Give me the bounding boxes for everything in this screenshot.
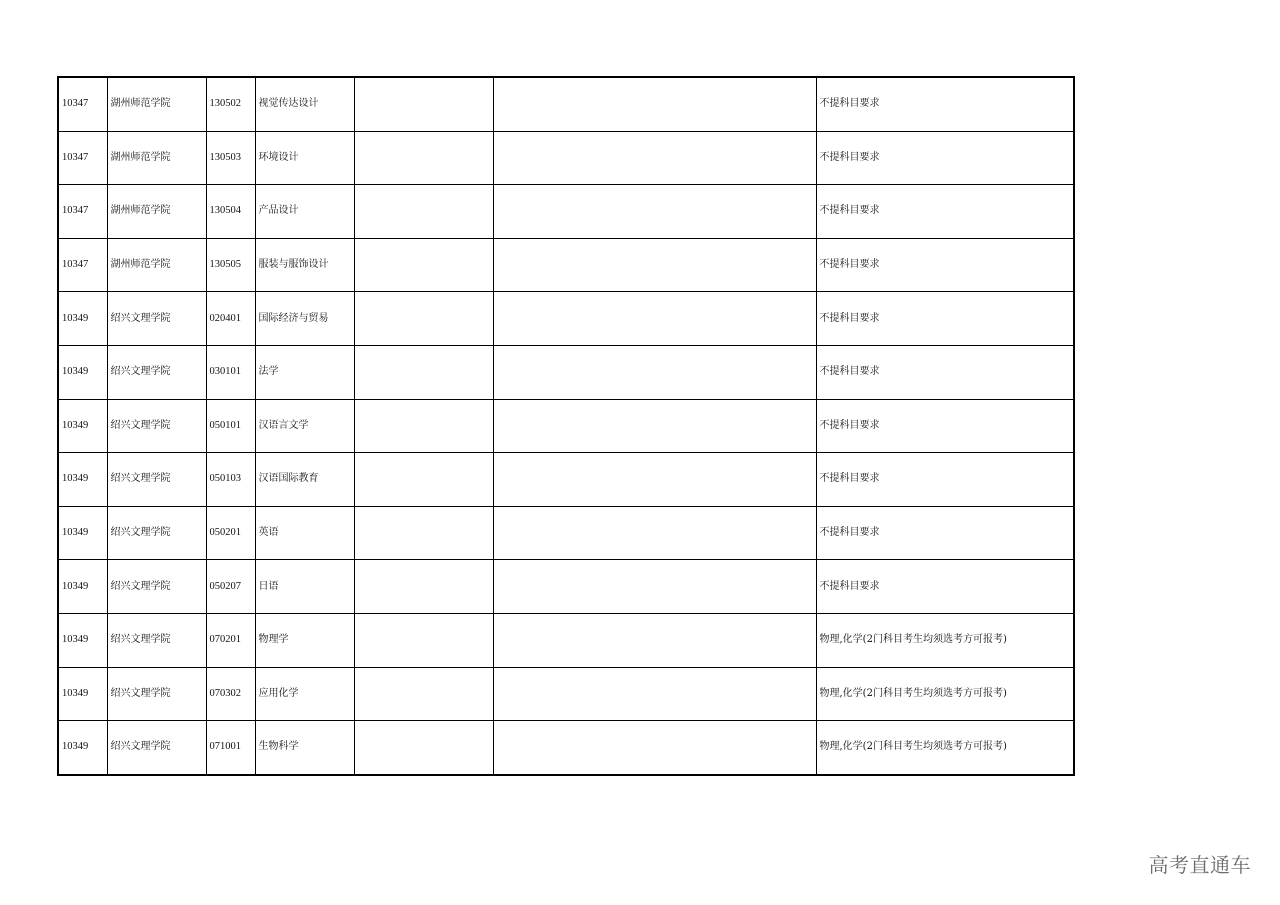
major-code-cell: 071001	[206, 721, 255, 775]
major-code-cell: 030101	[206, 345, 255, 399]
table-row	[58, 721, 1074, 775]
table-row	[58, 185, 1074, 239]
major-name-cell: 国际经济与贸易	[255, 292, 354, 346]
major-name-cell: 应用化学	[255, 667, 354, 721]
major-name-cell: 生物科学	[255, 721, 354, 775]
major-name-cell: 日语	[255, 560, 354, 614]
major-code-cell: 050201	[206, 506, 255, 560]
table-row	[58, 131, 1074, 185]
requirements-table	[57, 76, 1075, 776]
subject-requirement-cell: 不提科目要求	[816, 560, 1074, 614]
subject-requirement-cell: 不提科目要求	[816, 131, 1074, 185]
table-row	[58, 453, 1074, 507]
table-body	[58, 77, 1074, 775]
subject-requirement-cell: 不提科目要求	[816, 399, 1074, 453]
blank-cell	[493, 399, 816, 453]
blank-cell	[354, 399, 493, 453]
blank-cell	[354, 292, 493, 346]
subject-requirement-cell: 物理,化学(2门科目考生均须选考方可报考)	[816, 613, 1074, 667]
school-name-cell: 绍兴文理学院	[107, 667, 206, 721]
major-name-cell: 物理学	[255, 613, 354, 667]
table-row	[58, 345, 1074, 399]
table-row	[58, 77, 1074, 131]
blank-cell	[354, 345, 493, 399]
blank-cell	[493, 667, 816, 721]
school-name-cell: 湖州师范学院	[107, 77, 206, 131]
major-name-cell: 环境设计	[255, 131, 354, 185]
blank-cell	[354, 77, 493, 131]
school-code-cell: 10347	[58, 131, 107, 185]
major-code-cell: 020401	[206, 292, 255, 346]
subject-requirement-cell: 不提科目要求	[816, 77, 1074, 131]
school-name-cell: 绍兴文理学院	[107, 292, 206, 346]
table-row	[58, 399, 1074, 453]
blank-cell	[493, 560, 816, 614]
school-name-cell: 绍兴文理学院	[107, 345, 206, 399]
major-name-cell: 产品设计	[255, 185, 354, 239]
table-row	[58, 238, 1074, 292]
major-code-cell: 130505	[206, 238, 255, 292]
blank-cell	[354, 721, 493, 775]
subject-requirement-cell: 不提科目要求	[816, 506, 1074, 560]
blank-cell	[354, 667, 493, 721]
blank-cell	[493, 453, 816, 507]
subject-requirement-cell: 不提科目要求	[816, 292, 1074, 346]
subject-requirement-cell: 不提科目要求	[816, 238, 1074, 292]
blank-cell	[354, 613, 493, 667]
blank-cell	[493, 131, 816, 185]
school-code-cell: 10349	[58, 345, 107, 399]
major-name-cell: 法学	[255, 345, 354, 399]
school-code-cell: 10347	[58, 77, 107, 131]
major-code-cell: 050103	[206, 453, 255, 507]
school-name-cell: 绍兴文理学院	[107, 560, 206, 614]
blank-cell	[354, 453, 493, 507]
school-name-cell: 绍兴文理学院	[107, 453, 206, 507]
subject-requirement-cell: 不提科目要求	[816, 345, 1074, 399]
school-code-cell: 10349	[58, 453, 107, 507]
major-code-cell: 130504	[206, 185, 255, 239]
school-name-cell: 绍兴文理学院	[107, 506, 206, 560]
school-name-cell: 绍兴文理学院	[107, 721, 206, 775]
school-code-cell: 10349	[58, 560, 107, 614]
blank-cell	[354, 131, 493, 185]
watermark-text: 高考直通车	[1148, 853, 1251, 877]
subject-requirement-cell: 物理,化学(2门科目考生均须选考方可报考)	[816, 721, 1074, 775]
school-name-cell: 绍兴文理学院	[107, 613, 206, 667]
blank-cell	[354, 506, 493, 560]
blank-cell	[354, 238, 493, 292]
blank-cell	[493, 77, 816, 131]
blank-cell	[493, 345, 816, 399]
major-code-cell: 130502	[206, 77, 255, 131]
school-code-cell: 10349	[58, 721, 107, 775]
school-name-cell: 绍兴文理学院	[107, 399, 206, 453]
major-code-cell: 050207	[206, 560, 255, 614]
table-row	[58, 613, 1074, 667]
blank-cell	[493, 506, 816, 560]
school-name-cell: 湖州师范学院	[107, 131, 206, 185]
major-code-cell: 130503	[206, 131, 255, 185]
subject-requirement-cell: 不提科目要求	[816, 453, 1074, 507]
blank-cell	[493, 721, 816, 775]
school-code-cell: 10349	[58, 292, 107, 346]
blank-cell	[354, 185, 493, 239]
major-code-cell: 050101	[206, 399, 255, 453]
school-code-cell: 10349	[58, 667, 107, 721]
subject-requirement-cell: 物理,化学(2门科目考生均须选考方可报考)	[816, 667, 1074, 721]
table-row	[58, 506, 1074, 560]
subject-requirement-cell: 不提科目要求	[816, 185, 1074, 239]
major-name-cell: 汉语国际教育	[255, 453, 354, 507]
school-code-cell: 10349	[58, 506, 107, 560]
school-code-cell: 10349	[58, 399, 107, 453]
blank-cell	[493, 613, 816, 667]
school-code-cell: 10347	[58, 238, 107, 292]
major-name-cell: 视觉传达设计	[255, 77, 354, 131]
blank-cell	[354, 560, 493, 614]
major-code-cell: 070201	[206, 613, 255, 667]
major-name-cell: 汉语言文学	[255, 399, 354, 453]
school-name-cell: 湖州师范学院	[107, 238, 206, 292]
major-name-cell: 英语	[255, 506, 354, 560]
major-code-cell: 070302	[206, 667, 255, 721]
school-code-cell: 10349	[58, 613, 107, 667]
table-row	[58, 667, 1074, 721]
school-code-cell: 10347	[58, 185, 107, 239]
blank-cell	[493, 185, 816, 239]
blank-cell	[493, 238, 816, 292]
table-row	[58, 560, 1074, 614]
blank-cell	[493, 292, 816, 346]
school-name-cell: 湖州师范学院	[107, 185, 206, 239]
table-row	[58, 292, 1074, 346]
major-name-cell: 服装与服饰设计	[255, 238, 354, 292]
